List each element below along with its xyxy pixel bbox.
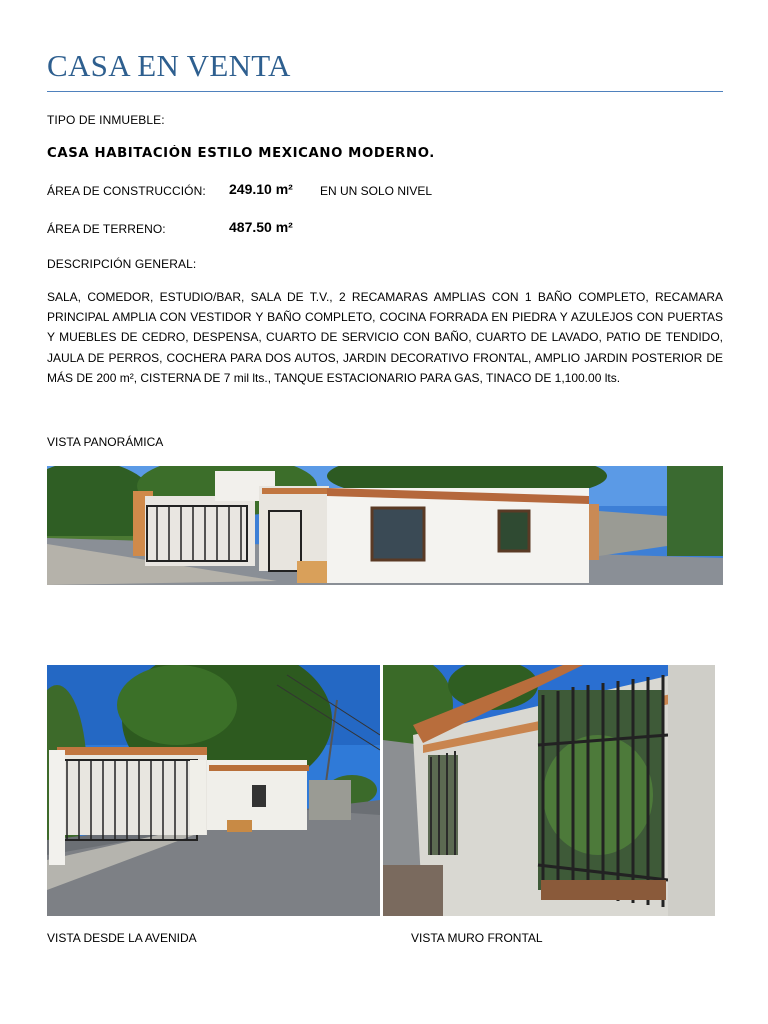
avenue-photo xyxy=(47,665,380,916)
construction-area-label: ÁREA DE CONSTRUCCIÓN: xyxy=(47,184,206,198)
construction-area-value: 249.10 m² xyxy=(229,181,293,197)
land-area-label: ÁREA DE TERRENO: xyxy=(47,222,166,236)
wall-caption: VISTA MURO FRONTAL xyxy=(411,931,543,945)
panoramic-photo xyxy=(47,466,723,585)
panoramic-caption: VISTA PANORÁMICA xyxy=(47,435,164,449)
title-divider xyxy=(47,91,723,92)
property-type: CASA HABITACIÓN ESTILO MEXICANO MODERNO. xyxy=(47,146,435,161)
frontal-wall-photo xyxy=(383,665,715,916)
construction-note: EN UN SOLO NIVEL xyxy=(320,184,433,198)
avenue-caption: VISTA DESDE LA AVENIDA xyxy=(47,931,197,945)
page-title: CASA EN VENTA xyxy=(47,48,291,83)
property-type-label: TIPO DE INMUEBLE: xyxy=(47,113,165,127)
description-text: SALA, COMEDOR, ESTUDIO/BAR, SALA DE T.V., 2 RECAMARAS AMPLIAS CON 1 BAÑO COMPLETO, RECAMARA PRINCIPAL AMPLIA CON VESTIDOR Y BAÑO COMPLETO, COCINA FORRADA EN PIEDRA Y AZULEJOS CON PUERTAS Y MUEBLES DE CEDRO, DESPENSA, CUARTO DE SERVICIO CON BAÑO, CUARTO DE LAVADO, PATIO DE TENDIDO, JAULA DE PERROS, COCHERA PARA DOS AUTOS, JARDIN DECORATIVO FRONTAL, AMPLIO JARDIN POSTERIOR DE MÁS DE 200 m², CISTERNA DE 7 mil lts., TANQUE ESTACIONARIO PARA GAS, TINACO DE 1,100.00 lts. xyxy=(47,290,723,385)
description-label: DESCRIPCIÓN GENERAL: xyxy=(47,257,197,271)
land-area-value: 487.50 m² xyxy=(229,219,293,235)
